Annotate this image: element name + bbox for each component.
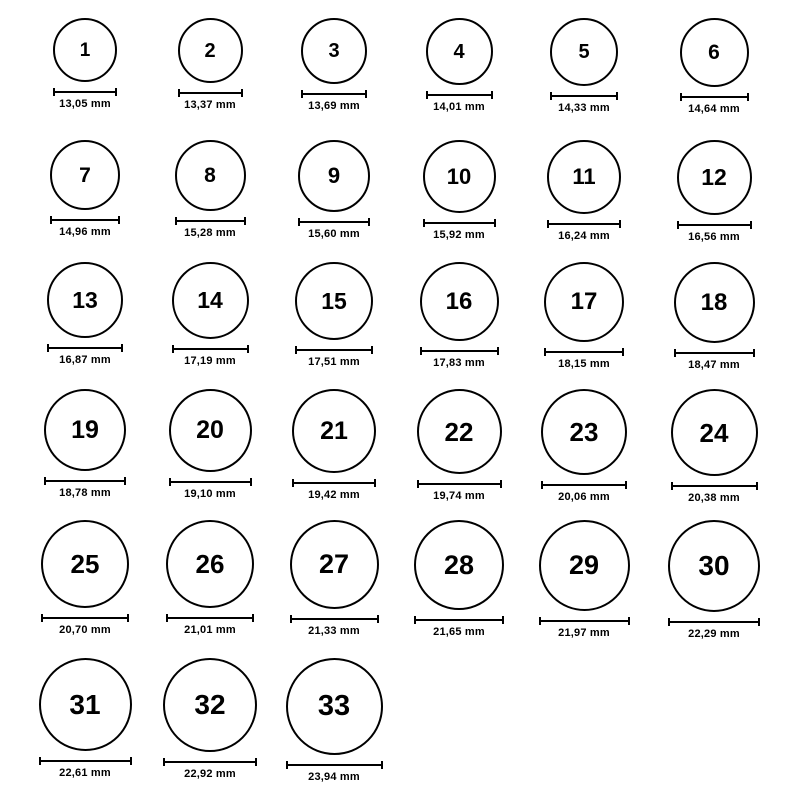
ring-circle bbox=[539, 520, 630, 611]
ring-circle bbox=[163, 658, 257, 752]
diameter-measure bbox=[295, 346, 373, 368]
measure-bar-icon bbox=[175, 217, 246, 225]
ring-size-number: 6 bbox=[708, 41, 720, 64]
measure-bar-icon bbox=[301, 90, 367, 98]
ring-size-number: 25 bbox=[70, 549, 100, 579]
ring-circle bbox=[301, 18, 367, 84]
measure-line bbox=[44, 480, 126, 482]
measure-bar-icon bbox=[163, 758, 257, 766]
ring-circle bbox=[172, 262, 249, 339]
measure-bar-icon bbox=[414, 616, 504, 624]
diameter-measure bbox=[172, 345, 249, 367]
diameter-label: 20,06 mm bbox=[558, 491, 610, 503]
ring-size-cell bbox=[39, 658, 132, 779]
diameter-label: 13,69 mm bbox=[308, 100, 360, 112]
ring-size-cell bbox=[47, 262, 123, 366]
diameter-label: 22,29 mm bbox=[688, 628, 740, 640]
measure-line bbox=[41, 617, 129, 619]
ring-circle bbox=[41, 520, 129, 608]
measure-line bbox=[172, 348, 249, 350]
measure-bar-icon bbox=[417, 480, 502, 488]
ring-size-number: 10 bbox=[446, 163, 472, 189]
diameter-measure bbox=[423, 219, 496, 241]
measure-line bbox=[292, 482, 376, 484]
diameter-measure bbox=[290, 615, 379, 637]
ring-size-cell bbox=[417, 389, 502, 502]
ring-size-cell bbox=[50, 140, 120, 238]
diameter-measure bbox=[541, 481, 627, 503]
ring-size-number: 1 bbox=[79, 39, 91, 61]
ring-size-number: 32 bbox=[194, 689, 226, 720]
ring-circle bbox=[541, 389, 627, 475]
diameter-label: 18,47 mm bbox=[688, 359, 740, 371]
measure-bar-icon bbox=[178, 89, 243, 97]
measure-line bbox=[47, 347, 123, 349]
diameter-label: 20,38 mm bbox=[688, 492, 740, 504]
ring-size-cell bbox=[166, 520, 254, 636]
diameter-label: 15,60 mm bbox=[308, 228, 360, 240]
measure-bar-icon bbox=[44, 477, 126, 485]
measure-line bbox=[680, 96, 749, 98]
ring-circle bbox=[178, 18, 243, 83]
diameter-label: 14,01 mm bbox=[433, 101, 485, 113]
ring-size-cell bbox=[671, 389, 758, 504]
ring-size-cell bbox=[420, 262, 499, 369]
ring-size-cell bbox=[290, 520, 379, 637]
measure-line bbox=[668, 621, 760, 623]
measure-line bbox=[301, 93, 367, 95]
measure-line bbox=[39, 760, 132, 762]
measure-line bbox=[671, 485, 758, 487]
ring-circle bbox=[39, 658, 132, 751]
diameter-label: 22,61 mm bbox=[59, 767, 111, 779]
ring-circle bbox=[298, 140, 370, 212]
ring-size-cell bbox=[301, 18, 367, 112]
measure-bar-icon bbox=[169, 478, 252, 486]
diameter-label: 14,33 mm bbox=[558, 102, 610, 114]
measure-line bbox=[544, 351, 624, 353]
measure-bar-icon bbox=[550, 92, 618, 100]
ring-size-number: 5 bbox=[578, 41, 590, 63]
ring-circle bbox=[423, 140, 496, 213]
diameter-measure bbox=[298, 218, 370, 240]
measure-line bbox=[423, 222, 496, 224]
diameter-label: 15,28 mm bbox=[184, 227, 236, 239]
diameter-label: 14,96 mm bbox=[59, 226, 111, 238]
diameter-label: 18,78 mm bbox=[59, 487, 111, 499]
ring-circle bbox=[169, 389, 252, 472]
ring-circle bbox=[44, 389, 126, 471]
diameter-measure bbox=[163, 758, 257, 780]
measure-bar-icon bbox=[41, 614, 129, 622]
ring-size-number: 7 bbox=[79, 163, 91, 187]
ring-size-number: 29 bbox=[568, 550, 600, 580]
ring-size-number: 21 bbox=[320, 416, 348, 445]
measure-line bbox=[50, 219, 120, 221]
ring-size-cell bbox=[550, 18, 618, 114]
ring-size-number: 31 bbox=[69, 688, 101, 720]
ring-circle bbox=[550, 18, 618, 86]
measure-line bbox=[163, 761, 257, 763]
measure-bar-icon bbox=[539, 617, 630, 625]
diameter-label: 14,64 mm bbox=[688, 103, 740, 115]
ring-size-cell bbox=[423, 140, 496, 241]
diameter-label: 17,19 mm bbox=[184, 355, 236, 367]
diameter-label: 13,37 mm bbox=[184, 99, 236, 111]
measure-bar-icon bbox=[544, 348, 624, 356]
ring-size-number: 28 bbox=[443, 549, 475, 580]
ring-circle bbox=[53, 18, 117, 82]
ring-size-number: 23 bbox=[569, 417, 599, 447]
ring-size-number: 24 bbox=[699, 417, 729, 448]
diameter-measure bbox=[677, 221, 752, 243]
measure-line bbox=[414, 619, 504, 621]
diameter-label: 23,94 mm bbox=[308, 771, 360, 783]
measure-line bbox=[295, 349, 373, 351]
diameter-label: 15,92 mm bbox=[433, 229, 485, 241]
diameter-label: 21,33 mm bbox=[308, 625, 360, 637]
measure-line bbox=[417, 483, 502, 485]
diameter-measure bbox=[420, 347, 499, 369]
diameter-measure bbox=[674, 349, 755, 371]
ring-circle bbox=[47, 262, 123, 338]
ring-size-cell bbox=[547, 140, 621, 242]
ring-size-number: 4 bbox=[453, 40, 465, 63]
diameter-measure bbox=[53, 88, 117, 110]
diameter-label: 19,10 mm bbox=[184, 488, 236, 500]
measure-bar-icon bbox=[47, 344, 123, 352]
ring-size-number: 20 bbox=[196, 416, 224, 444]
diameter-label: 18,15 mm bbox=[558, 358, 610, 370]
ring-size-cell bbox=[680, 18, 749, 115]
measure-bar-icon bbox=[298, 218, 370, 226]
ring-circle bbox=[677, 140, 752, 215]
measure-bar-icon bbox=[420, 347, 499, 355]
measure-bar-icon bbox=[295, 346, 373, 354]
ring-size-number: 22 bbox=[444, 416, 474, 447]
ring-size-number: 26 bbox=[195, 549, 225, 579]
diameter-measure bbox=[178, 89, 243, 111]
ring-size-number: 30 bbox=[698, 550, 730, 581]
ring-size-cell bbox=[295, 262, 373, 368]
ring-size-cell bbox=[172, 262, 249, 367]
diameter-measure bbox=[414, 616, 504, 638]
ring-size-cell bbox=[292, 389, 376, 501]
measure-bar-icon bbox=[172, 345, 249, 353]
measure-line bbox=[674, 352, 755, 354]
ring-circle bbox=[680, 18, 749, 87]
ring-size-number: 17 bbox=[570, 288, 598, 315]
measure-line bbox=[169, 481, 252, 483]
diameter-label: 21,01 mm bbox=[184, 624, 236, 636]
diameter-measure bbox=[41, 614, 129, 636]
diameter-measure bbox=[301, 90, 367, 112]
ring-size-cell bbox=[541, 389, 627, 503]
measure-line bbox=[286, 764, 383, 766]
ring-size-cell bbox=[426, 18, 493, 113]
measure-bar-icon bbox=[286, 761, 383, 769]
diameter-measure bbox=[286, 761, 383, 783]
measure-bar-icon bbox=[674, 349, 755, 357]
diameter-label: 13,05 mm bbox=[59, 98, 111, 110]
ring-size-cell bbox=[175, 140, 246, 239]
diameter-label: 19,74 mm bbox=[433, 490, 485, 502]
ring-circle bbox=[668, 520, 760, 612]
measure-bar-icon bbox=[290, 615, 379, 623]
diameter-measure bbox=[671, 482, 758, 504]
ring-circle bbox=[295, 262, 373, 340]
ring-size-number: 18 bbox=[700, 288, 728, 316]
diameter-measure bbox=[426, 91, 493, 113]
ring-circle bbox=[166, 520, 254, 608]
diameter-measure bbox=[539, 617, 630, 639]
ring-circle bbox=[286, 658, 383, 755]
ring-size-number: 8 bbox=[204, 164, 216, 187]
measure-bar-icon bbox=[426, 91, 493, 99]
measure-line bbox=[547, 223, 621, 225]
diameter-measure bbox=[547, 220, 621, 242]
measure-bar-icon bbox=[53, 88, 117, 96]
ring-circle bbox=[420, 262, 499, 341]
ring-size-cell bbox=[539, 520, 630, 639]
diameter-label: 17,83 mm bbox=[433, 357, 485, 369]
ring-size-cell bbox=[677, 140, 752, 243]
diameter-label: 20,70 mm bbox=[59, 624, 111, 636]
diameter-measure bbox=[175, 217, 246, 239]
ring-size-number: 19 bbox=[71, 415, 99, 444]
ring-circle bbox=[674, 262, 755, 343]
ring-size-number: 27 bbox=[318, 549, 350, 579]
ring-size-number: 14 bbox=[197, 287, 223, 313]
measure-line bbox=[298, 221, 370, 223]
measure-line bbox=[166, 617, 254, 619]
ring-size-cell bbox=[298, 140, 370, 240]
measure-line bbox=[290, 618, 379, 620]
ring-size-number: 13 bbox=[72, 286, 98, 313]
ring-size-number: 2 bbox=[204, 39, 216, 62]
ring-size-cell bbox=[178, 18, 243, 111]
diameter-measure bbox=[169, 478, 252, 500]
measure-bar-icon bbox=[50, 216, 120, 224]
ring-size-cell bbox=[44, 389, 126, 499]
measure-bar-icon bbox=[541, 481, 627, 489]
diameter-measure bbox=[544, 348, 624, 370]
measure-line bbox=[420, 350, 499, 352]
measure-line bbox=[541, 484, 627, 486]
measure-bar-icon bbox=[166, 614, 254, 622]
ring-size-cell bbox=[286, 658, 383, 783]
diameter-label: 16,87 mm bbox=[59, 354, 111, 366]
diameter-measure bbox=[680, 93, 749, 115]
measure-line bbox=[539, 620, 630, 622]
measure-line bbox=[178, 92, 243, 94]
measure-line bbox=[53, 91, 117, 93]
diameter-measure bbox=[47, 344, 123, 366]
measure-bar-icon bbox=[423, 219, 496, 227]
ring-size-number: 3 bbox=[328, 40, 340, 62]
diameter-label: 16,56 mm bbox=[688, 231, 740, 243]
ring-circle bbox=[671, 389, 758, 476]
diameter-label: 16,24 mm bbox=[558, 230, 610, 242]
measure-bar-icon bbox=[292, 479, 376, 487]
ring-circle bbox=[292, 389, 376, 473]
ring-size-cell bbox=[41, 520, 129, 636]
diameter-measure bbox=[166, 614, 254, 636]
measure-bar-icon bbox=[671, 482, 758, 490]
ring-size-cell bbox=[163, 658, 257, 780]
ring-size-number: 12 bbox=[701, 164, 727, 190]
measure-line bbox=[677, 224, 752, 226]
measure-line bbox=[175, 220, 246, 222]
ring-size-number: 16 bbox=[445, 287, 473, 315]
ring-size-number: 33 bbox=[317, 690, 351, 722]
ring-size-cell bbox=[169, 389, 252, 500]
diameter-label: 21,97 mm bbox=[558, 627, 610, 639]
diameter-label: 22,92 mm bbox=[184, 768, 236, 780]
ring-size-number: 11 bbox=[572, 164, 596, 189]
diameter-measure bbox=[550, 92, 618, 114]
ring-circle bbox=[175, 140, 246, 211]
measure-bar-icon bbox=[668, 618, 760, 626]
measure-bar-icon bbox=[39, 757, 132, 765]
diameter-label: 17,51 mm bbox=[308, 356, 360, 368]
ring-size-cell bbox=[544, 262, 624, 370]
diameter-measure bbox=[668, 618, 760, 640]
ring-size-cell bbox=[414, 520, 504, 638]
diameter-measure bbox=[417, 480, 502, 502]
diameter-label: 21,65 mm bbox=[433, 626, 485, 638]
diameter-label: 19,42 mm bbox=[308, 489, 360, 501]
measure-bar-icon bbox=[547, 220, 621, 228]
ring-circle bbox=[547, 140, 621, 214]
measure-line bbox=[426, 94, 493, 96]
ring-circle bbox=[414, 520, 504, 610]
ring-size-number: 9 bbox=[327, 163, 341, 188]
ring-circle bbox=[426, 18, 493, 85]
diameter-measure bbox=[44, 477, 126, 499]
measure-line bbox=[550, 95, 618, 97]
ring-size-number: 15 bbox=[321, 287, 347, 314]
diameter-measure bbox=[39, 757, 132, 779]
measure-bar-icon bbox=[677, 221, 752, 229]
ring-circle bbox=[544, 262, 624, 342]
ring-circle bbox=[290, 520, 379, 609]
ring-circle bbox=[417, 389, 502, 474]
ring-size-cell bbox=[53, 18, 117, 110]
ring-size-cell bbox=[674, 262, 755, 371]
measure-bar-icon bbox=[680, 93, 749, 101]
diameter-measure bbox=[292, 479, 376, 501]
ring-size-cell bbox=[668, 520, 760, 640]
ring-circle bbox=[50, 140, 120, 210]
diameter-measure bbox=[50, 216, 120, 238]
